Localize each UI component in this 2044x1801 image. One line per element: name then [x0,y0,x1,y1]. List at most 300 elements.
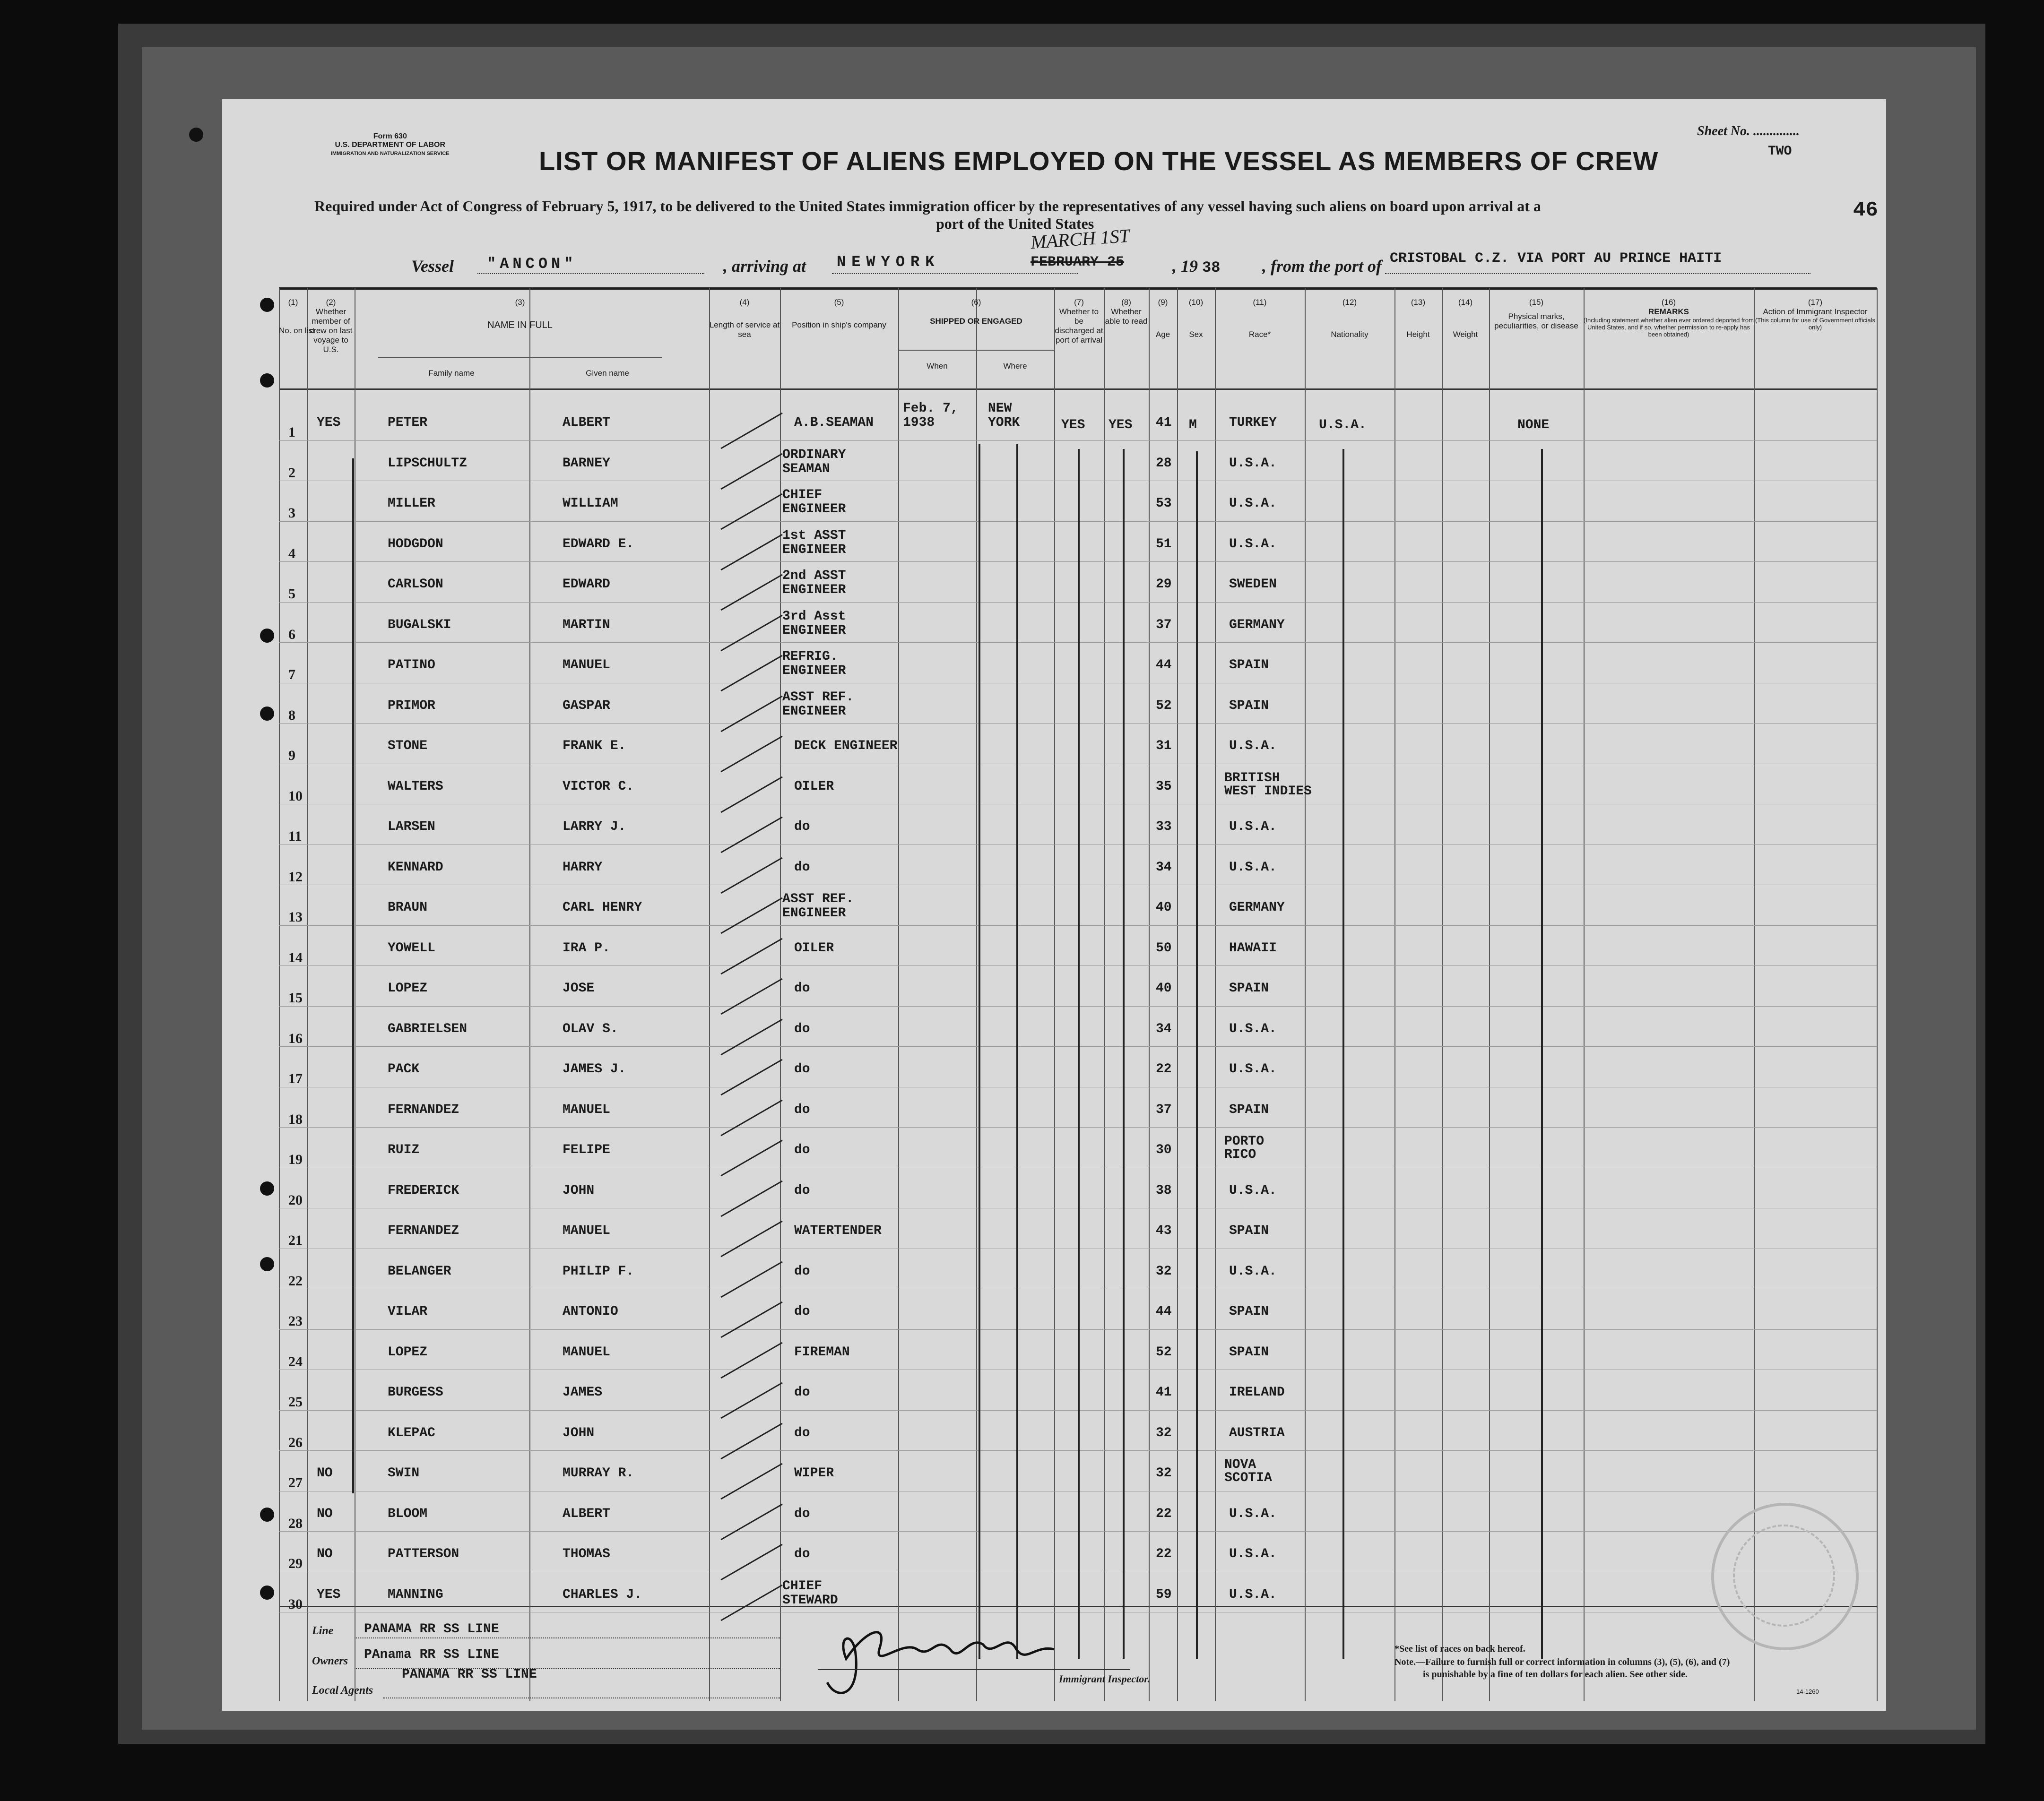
header-nationality: (12) Nationality [1331,298,1368,339]
age: 29 [1156,577,1172,592]
family-name: VILAR [388,1304,428,1319]
age: 33 [1156,819,1172,834]
header-shipped: (6) SHIPPED OR ENGAGED [930,298,1022,326]
age: 41 [1156,415,1172,430]
age: 44 [1156,658,1172,672]
race: U.S.A. [1229,1506,1277,1521]
row-number: 2 [288,465,295,481]
family-name: HODGDON [388,536,443,552]
inspector-label: Immigrant Inspector. [1059,1673,1151,1685]
position: 2nd ASST [782,569,846,583]
owners-value: PAnama RR SS LINE [364,1647,499,1662]
family-name: PATTERSON [388,1547,459,1561]
family-name: FERNANDEZ [388,1102,459,1117]
row-rule [279,440,1877,441]
length-check-mark [720,1463,782,1500]
marks-value: NONE [1517,418,1550,432]
race: BRITISH [1224,770,1280,785]
given-name: GASPAR [563,698,610,713]
race-line-2: WEST INDIES [1224,784,1312,799]
position: FIREMAN [794,1344,850,1360]
position-line-2: ENGINEER [782,623,846,638]
nationality-value: U.S.A. [1319,418,1367,432]
sheet-value: TWO [1768,144,1792,159]
race: GERMANY [1229,617,1285,632]
column-rule [1305,288,1306,1701]
punch-hole-icon [260,298,274,312]
race: U.S.A. [1229,819,1277,834]
family-name: BUGALSKI [388,617,451,632]
length-check-mark [720,1180,782,1217]
ditto-nationality [1342,449,1344,1659]
length-check-mark [720,857,782,894]
position: do [794,1304,810,1319]
family-name: KENNARD [388,860,443,875]
header-action: (17) Action of Immigrant Inspector (This column for use of Government officials only) [1755,298,1876,331]
family-name: RUIZ [388,1143,420,1157]
position: A.B.SEAMAN [794,415,874,430]
age: 52 [1156,1344,1172,1360]
sheet-label: Sheet No. .............. [1697,124,1800,138]
given-name: THOMAS [563,1547,610,1561]
position-line-2: ENGINEER [782,583,846,597]
given-name: JAMES [563,1385,603,1400]
position: 3rd Asst [782,609,846,624]
age: 38 [1156,1183,1172,1198]
family-name: PATINO [388,658,435,672]
ditto-read [1123,449,1125,1659]
length-check-mark [720,1422,782,1459]
header-where: Where [1003,362,1027,371]
position: do [794,1102,810,1117]
from-underline [1385,273,1810,274]
given-name: ALBERT [563,415,610,430]
age: 35 [1156,779,1172,794]
family-name: PETER [388,415,428,430]
family-name: YOWELL [388,940,435,956]
length-check-mark [720,1059,782,1096]
column-rule [529,288,530,1701]
table-header-rule [279,388,1877,390]
form-subtitle: Required under Act of Congress of February 5, 1917, to be delivered to the United States immigration officer by the representatives of any vessel having such aliens on board upon arrival at a [314,198,1541,215]
crew-last-voyage: NO [317,1466,333,1481]
race: U.S.A. [1229,456,1277,471]
age: 41 [1156,1385,1172,1400]
family-name: LIPSCHULTZ [388,456,468,471]
row-number: 3 [288,505,295,521]
age: 34 [1156,860,1172,875]
row-number: 25 [288,1394,303,1410]
race: U.S.A. [1229,1062,1277,1077]
row-number: 18 [288,1111,303,1127]
position: do [794,1425,810,1440]
inspector-underline [818,1669,1130,1670]
given-name: EDWARD E. [563,536,634,552]
race: U.S.A. [1229,1587,1277,1602]
age: 37 [1156,1102,1172,1117]
given-name: EDWARD [563,577,610,592]
header-read: (8) Whether able to read [1105,298,1148,326]
race: U.S.A. [1229,860,1277,875]
race: SPAIN [1229,1224,1269,1238]
given-name: LARRY J. [563,819,626,834]
given-name: MANUEL [563,1224,610,1238]
age: 40 [1156,900,1172,915]
punch-hole-icon [260,629,274,643]
age: 22 [1156,1547,1172,1561]
family-name: PACK [388,1062,420,1077]
position-line-2: ENGINEER [782,664,846,678]
given-name: MANUEL [563,1102,610,1117]
given-name: MANUEL [563,1344,610,1360]
race: NOVA [1224,1457,1256,1472]
length-check-mark [720,574,782,611]
column-rule [709,288,710,1701]
discharged-value: YES [1061,418,1085,432]
family-name: STONE [388,739,428,753]
from-label: , from the port of [1262,257,1382,276]
column-rule [1104,288,1105,1701]
race: U.S.A. [1229,1547,1277,1561]
race-line-2: SCOTIA [1224,1471,1272,1485]
age: 52 [1156,698,1172,713]
race: SWEDEN [1229,577,1277,592]
length-check-mark [720,1140,782,1177]
row-number: 16 [288,1030,303,1046]
position-line-2: ENGINEER [782,502,846,517]
family-name: BURGESS [388,1385,443,1400]
length-check-mark [720,614,782,651]
family-name: MANNING [388,1587,443,1602]
family-name: CARLSON [388,577,443,592]
header-family: Family name [428,369,475,378]
position: do [794,981,810,996]
family-name: LARSEN [388,819,435,834]
vessel-label: Vessel [411,257,454,276]
form-service: IMMIGRATION AND NATURALIZATION SERVICE [331,151,450,156]
given-name: HARRY [563,860,603,875]
shipped-subrule [898,350,1054,351]
race: U.S.A. [1229,1264,1277,1279]
race: SPAIN [1229,981,1269,996]
row-number: 12 [288,869,303,885]
row-number: 6 [288,626,295,642]
given-name: ANTONIO [563,1304,618,1319]
position: do [794,1183,810,1198]
given-name: CHARLES J. [563,1587,642,1602]
family-name: GABRIELSEN [388,1021,468,1036]
length-check-mark [720,1099,782,1136]
given-name: MANUEL [563,658,610,672]
length-check-mark [720,1584,782,1621]
column-rule [1489,288,1490,1701]
header-given: Given name [586,369,629,378]
race: U.S.A. [1229,1183,1277,1198]
age: 40 [1156,981,1172,996]
race: SPAIN [1229,1304,1269,1319]
column-rule [1215,288,1216,1701]
age: 32 [1156,1425,1172,1440]
race: U.S.A. [1229,496,1277,511]
header-crew: (2) Whether member of crew on last voyage to U.S. [309,298,353,354]
arriving-label: , arriving at [723,257,806,276]
punch-hole-icon [260,373,274,388]
column-rule [898,288,899,1701]
given-name: ALBERT [563,1506,610,1521]
race: TURKEY [1229,415,1277,430]
ditto-when [979,444,980,1659]
length-check-mark [720,1221,782,1258]
given-name: CARL HENRY [563,900,642,915]
sex-value: M [1189,418,1197,432]
row-number: 14 [288,949,303,965]
header-remarks: (16) REMARKS (Including statement whether alien ever ordered deported from United States, and if so, whether permission to re-apply has been obtained) [1584,298,1754,338]
given-name: VICTOR C. [563,779,634,794]
row-number: 27 [288,1475,303,1491]
note-line-2: is punishable by a fine of ten dollars for each alien. See other side. [1423,1669,1688,1680]
table-top-rule [279,287,1877,290]
column-rule [1584,288,1585,1701]
family-name: WALTERS [388,779,443,794]
form-code: 14-1260 [1796,1688,1819,1695]
arriving-port: NEWYORK [837,253,940,271]
length-check-mark [720,534,782,570]
given-name: BARNEY [563,456,610,471]
family-name: FERNANDEZ [388,1224,459,1238]
row-number: 13 [288,909,303,925]
length-check-mark [720,1301,782,1338]
length-check-mark [720,1018,782,1055]
family-name: BLOOM [388,1506,428,1521]
year-label [1172,256,1220,276]
position: OILER [794,940,834,956]
column-rule [1877,288,1878,1701]
name-subrule [378,357,662,358]
punch-hole-icon [260,1181,274,1196]
age: 30 [1156,1143,1172,1157]
date-struck: FEBRUARY 25 [1031,254,1125,270]
row-number: 20 [288,1192,303,1208]
header-no: (1) No. on list [279,298,315,335]
race: U.S.A. [1229,739,1277,753]
race-line-2: RICO [1224,1147,1256,1162]
given-name: MURRAY R. [563,1466,634,1481]
position: CHIEF [782,488,823,502]
given-name: JAMES J. [563,1062,626,1077]
row-number: 8 [288,707,295,723]
column-rule [1177,288,1178,1701]
row-number: 10 [288,788,303,804]
race: HAWAII [1229,940,1277,956]
page-number: 46 [1853,198,1878,222]
header-name: (3) NAME IN FULL [487,298,553,330]
punch-hole-icon [260,1257,274,1271]
given-name: JOHN [563,1425,595,1440]
position: do [794,860,810,875]
manifest-page [222,99,1886,1711]
length-check-mark [720,1382,782,1419]
length-check-mark [720,736,782,773]
year-value: 38 [1202,259,1221,276]
position-line-2: ENGINEER [782,542,846,557]
row-number: 17 [288,1071,303,1086]
column-rule [307,288,308,1701]
row-number: 15 [288,990,303,1006]
position: OILER [794,779,834,794]
age: 28 [1156,456,1172,471]
family-name: LOPEZ [388,981,428,996]
row-number: 21 [288,1232,303,1248]
race: SPAIN [1229,1102,1269,1117]
race: GERMANY [1229,900,1285,915]
vessel-underline [477,273,704,274]
punch-hole-icon [260,707,274,721]
line-underline [355,1637,780,1638]
crew-last-voyage: YES [317,415,341,430]
shipped-when: Feb. 7, 1938 [903,401,959,430]
age: 44 [1156,1304,1172,1319]
position: ASST REF. [782,689,854,705]
row-number: 4 [288,545,295,561]
given-name: IRA P. [563,940,610,956]
length-check-mark [720,695,782,732]
family-name: BRAUN [388,900,428,915]
header-length: (4) Length of service at sea [709,298,780,339]
age: 31 [1156,739,1172,753]
row-number: 11 [288,828,302,844]
length-check-mark [720,1503,782,1540]
arriving-underline [832,273,1078,274]
column-rule [1442,288,1443,1701]
family-name: KLEPAC [388,1425,435,1440]
age: 34 [1156,1021,1172,1036]
age: 50 [1156,940,1172,956]
position: ORDINARY [782,447,846,462]
position: do [794,1062,810,1077]
header-weight: (14) Weight [1453,298,1478,339]
position: do [794,1547,810,1561]
races-note: *See list of races on back hereof. [1394,1644,1525,1654]
read-value: YES [1109,418,1133,432]
position: do [794,1385,810,1400]
row-number: 24 [288,1353,303,1370]
given-name: OLAV S. [563,1021,618,1036]
length-check-mark [720,897,782,934]
vessel-name: "ANCON" [487,255,577,273]
position-line-2: ENGINEER [782,704,846,719]
age: 22 [1156,1062,1172,1077]
row-number: 23 [288,1313,303,1329]
length-check-mark [720,978,782,1015]
family-name: FREDERICK [388,1183,459,1198]
length-check-mark [720,817,782,853]
family-name: LOPEZ [388,1344,428,1360]
position: REFRIG. [782,649,838,664]
form-department: U.S. DEPARTMENT OF LABOR [335,141,446,149]
row-number: 26 [288,1434,303,1450]
column-rule [1394,288,1395,1701]
position: 1st ASST [782,528,846,543]
position: CHIEF [782,1578,823,1594]
punch-hole-icon [189,128,203,142]
header-height: (13) Height [1406,298,1430,339]
given-name: JOSE [563,981,595,996]
crew-last-voyage: YES [317,1587,341,1602]
length-check-mark [720,1261,782,1298]
column-rule [1754,288,1755,1701]
length-check-mark [720,493,782,530]
given-name: FRANK E. [563,739,626,753]
row-number: 19 [288,1152,303,1167]
column-rule [1054,288,1055,1701]
from-port: CRISTOBAL C.Z. VIA PORT AU PRINCE HAITI [1390,250,1722,267]
age: 59 [1156,1587,1172,1602]
column-rule [1149,288,1150,1701]
header-marks: (15) Physical marks, peculiarities, or disease [1494,298,1578,330]
ditto-where [1016,444,1018,1659]
crew-last-voyage: NO [317,1506,333,1521]
row-number: 1 [288,424,295,440]
age: 43 [1156,1224,1172,1238]
given-name: WILLIAM [563,496,618,511]
form-subtitle-2: port of the United States [936,215,1094,232]
length-check-mark [720,413,782,449]
header-age: (9) Age [1155,298,1170,339]
signature-mark [808,1602,1073,1706]
form-number: Form 630 [373,132,407,140]
length-check-mark [720,776,782,813]
age: 51 [1156,536,1172,552]
header-when: When [927,362,948,371]
row-number: 7 [288,667,295,682]
owners-label: Owners [312,1655,348,1667]
position: do [794,1021,810,1036]
line-value: PANAMA RR SS LINE [364,1622,499,1637]
position: WATERTENDER [794,1224,882,1238]
position: WIPER [794,1466,834,1481]
age: 32 [1156,1466,1172,1481]
given-name: FELIPE [563,1143,610,1157]
inspection-seal-icon [1711,1503,1859,1650]
header-position: (5) Position in ship's company [792,298,886,329]
position: ASST REF. [782,892,854,906]
race: SPAIN [1229,658,1269,672]
ditto-sex [1196,451,1198,1659]
row-number: 29 [288,1556,303,1571]
row-number: 30 [288,1596,303,1612]
column-rule [279,288,280,1701]
form-title: LIST OR MANIFEST OF ALIENS EMPLOYED ON THE VESSEL AS MEMBERS OF CREW [539,146,1659,176]
length-check-mark [720,655,782,692]
family-name: MILLER [388,496,435,511]
punch-hole-icon [260,1586,274,1600]
punch-hole-icon [260,1508,274,1522]
ditto-discharged [1078,449,1080,1659]
age: 53 [1156,496,1172,511]
form-header [331,132,450,158]
row-number: 5 [288,586,295,602]
position: do [794,1264,810,1279]
header-sex: (10) Sex [1188,298,1204,339]
agents-label: Local Agents [312,1684,373,1697]
note-line-1: Note.—Failure to furnish full or correct information in columns (3), (5), (6), and (7) [1394,1657,1730,1667]
row-number: 28 [288,1515,303,1531]
family-name: BELANGER [388,1264,451,1279]
race: SPAIN [1229,698,1269,713]
position: DECK ENGINEER [794,739,898,753]
race: U.S.A. [1229,536,1277,552]
given-name: JOHN [563,1183,595,1198]
